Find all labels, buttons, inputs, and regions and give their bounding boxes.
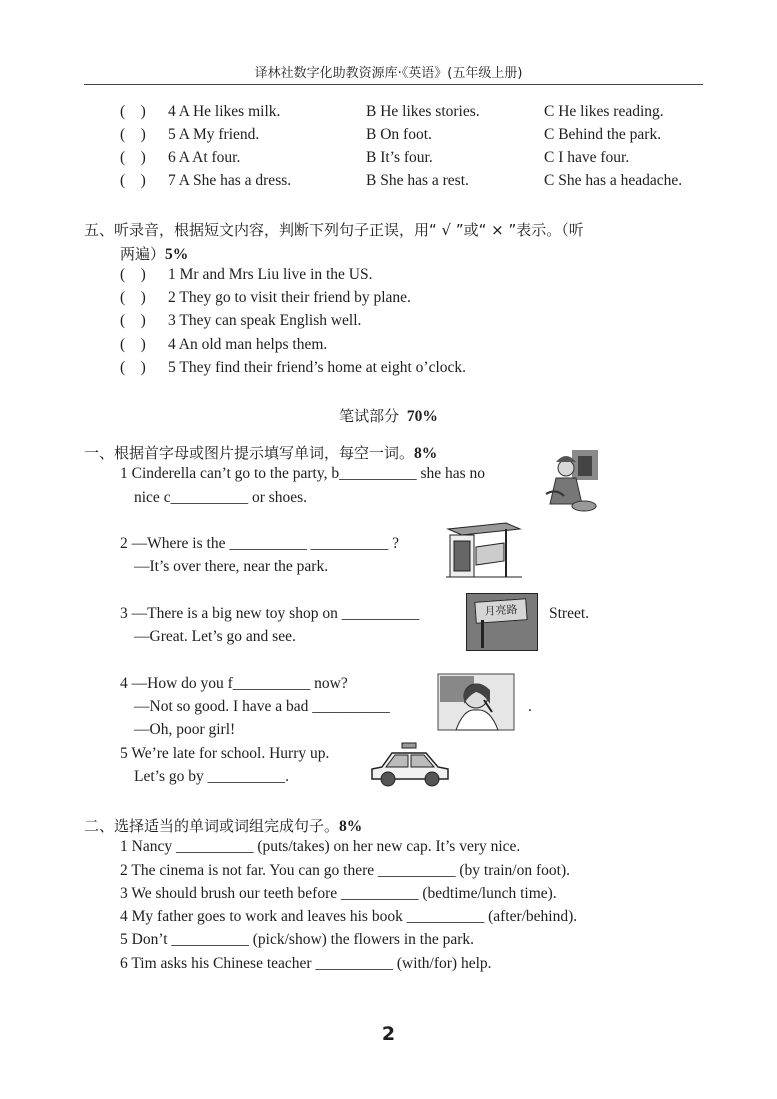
q3-line2: —Great. Let’s go and see. <box>134 628 296 645</box>
q4-line1: 4 —How do you f__________ now? <box>120 675 348 692</box>
option-b: B It’s four. <box>366 149 433 166</box>
street-sign-illustration <box>466 593 538 651</box>
statement-text: 5 They find their friend’s home at eight o’clock. <box>168 359 467 376</box>
q2-line2: —It’s over there, near the park. <box>134 558 329 575</box>
statement-text: 3 They can speak English well. <box>168 312 362 329</box>
list-item: 2 The cinema is not far. You can go there __________ (by train/on foot). <box>120 862 570 879</box>
header-divider <box>84 84 703 85</box>
section5-pct: 5% <box>165 246 189 263</box>
list-item: 6 Tim asks his Chinese teacher __________ (with/for) help. <box>120 955 492 972</box>
option-b: B On foot. <box>366 126 432 143</box>
sign-post <box>481 620 484 648</box>
section5-title: 五、听录音，根据短文内容，判断下列句子正误，用“ √ ”或“ × ”表示。（听 <box>84 221 584 239</box>
answer-paren[interactable]: ( ) <box>120 266 146 283</box>
option-a: 7 A She has a dress. <box>168 172 292 189</box>
q2-line1: 2 —Where is the __________ __________ ? <box>120 535 399 552</box>
option-c: C She has a headache. <box>544 172 683 189</box>
part2-pct: 8% <box>339 818 363 835</box>
list-item: 5 Don’t __________ (pick/show) the flowers in the park. <box>120 931 475 948</box>
q1-line2: nice c__________ or shoes. <box>134 489 308 506</box>
option-b: B She has a rest. <box>366 172 469 189</box>
answer-paren[interactable]: ( ) <box>120 336 146 353</box>
list-item: 3 We should brush our teeth before __________ (bedtime/lunch time). <box>120 885 557 902</box>
statement-text: 1 Mr and Mrs Liu live in the US. <box>168 266 373 283</box>
statement-text: 2 They go to visit their friend by plane. <box>168 289 411 306</box>
answer-paren[interactable]: ( ) <box>120 312 146 329</box>
q3-street: Street. <box>549 605 590 622</box>
option-a: 4 A He likes milk. <box>168 103 281 120</box>
q5-line1: 5 We’re late for school. Hurry up. <box>120 745 330 762</box>
answer-paren[interactable]: ( ) <box>120 289 146 306</box>
sick-girl-illustration <box>436 670 516 732</box>
page-header: 译林社数字化助教资源库·《英语》(五年级上册) <box>254 66 523 81</box>
street-sign-label: 月亮路 <box>474 598 527 624</box>
section5-title-cont: 两遍） <box>120 245 166 263</box>
q4-line2: —Not so good. I have a bad __________ <box>134 698 390 715</box>
option-b: B He likes stories. <box>366 103 480 120</box>
part2-title-text: 二、选择适当的单词或词组完成句子。 <box>84 817 340 835</box>
answer-paren[interactable]: ( ) <box>120 103 146 120</box>
q5-line2: Let’s go by __________. <box>134 768 289 785</box>
written-part-label: 笔试部分 <box>339 407 400 425</box>
q4-line3: —Oh, poor girl! <box>134 721 236 738</box>
taxi-illustration <box>368 741 452 789</box>
q1-line1: 1 Cinderella can’t go to the party, b__________ she has no <box>120 465 486 482</box>
q4-period: . <box>528 698 532 715</box>
part1-title <box>84 442 437 463</box>
cinderella-illustration <box>542 448 600 514</box>
list-item: 4 My father goes to work and leaves his book __________ (after/behind). <box>120 908 578 925</box>
section5-title-line2 <box>120 243 188 264</box>
answer-paren[interactable]: ( ) <box>120 172 146 189</box>
answer-paren[interactable]: ( ) <box>120 149 146 166</box>
list-item: 1 Nancy __________ (puts/takes) on her new cap. It’s very nice. <box>120 838 521 855</box>
answer-paren[interactable]: ( ) <box>120 126 146 143</box>
part1-title-text: 一、根据首字母或图片提示填写单词，每空一词。 <box>84 444 415 462</box>
answer-paren[interactable]: ( ) <box>120 359 146 376</box>
part2-title <box>84 815 362 836</box>
bus-stop-illustration <box>446 521 522 579</box>
option-a: 5 A My friend. <box>168 126 260 143</box>
written-part-title <box>0 405 777 426</box>
option-c: C Behind the park. <box>544 126 662 143</box>
q3-line1: 3 —There is a big new toy shop on __________ <box>120 605 420 622</box>
page-number: 2 <box>381 1023 396 1045</box>
option-a: 6 A At four. <box>168 149 241 166</box>
option-c: C I have four. <box>544 149 630 166</box>
option-c: C He likes reading. <box>544 103 664 120</box>
written-part-pct: 70% <box>406 408 438 425</box>
part1-pct: 8% <box>414 445 438 462</box>
statement-text: 4 An old man helps them. <box>168 336 328 353</box>
